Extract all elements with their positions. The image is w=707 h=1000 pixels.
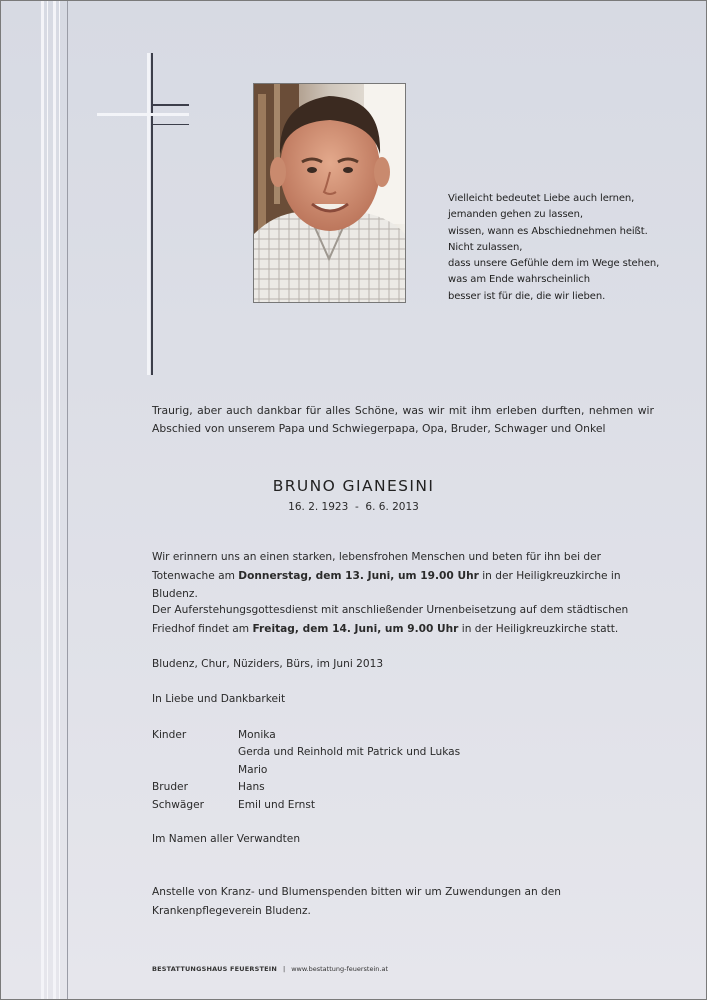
cross-icon-vertical-light bbox=[147, 53, 150, 375]
poem-line: Vielleicht bedeutet Liebe auch lernen, bbox=[448, 193, 635, 204]
portrait-photo bbox=[253, 83, 406, 303]
wake-datetime: Donnerstag, dem 13. Juni, um 19.00 Uhr bbox=[238, 569, 479, 582]
poem-line: dass unsere Gefühle dem im Wege stehen, bbox=[448, 258, 660, 270]
footer bbox=[152, 965, 388, 973]
decor-divider-line bbox=[67, 1, 68, 999]
donation-note: Anstelle von Kranz- und Blumenspenden bitten wir um Zuwendungen an den Krankenpflegeverein Bludenz. bbox=[152, 886, 561, 917]
relatives-note: Im Namen aller Verwandten bbox=[152, 833, 301, 845]
place-date: Bludenz, Chur, Nüziders, Bürs, im Juni 2013 bbox=[152, 658, 384, 670]
family-relation: Kinder bbox=[152, 729, 187, 741]
family-names: Monika bbox=[238, 729, 276, 741]
intro-text: Traurig, aber auch dankbar für alles Schöne, was wir mit ihm erleben durften, nehmen wir Abschied von unserem Papa und Schwiegerpapa, Opa, Bruder, Schwager und Onkel bbox=[152, 404, 654, 435]
poem-line: jemanden gehen zu lassen, bbox=[448, 209, 583, 221]
cross-icon-horizontal-top bbox=[151, 104, 189, 106]
poem-line: was am Ende wahrscheinlich bbox=[448, 274, 590, 286]
service-location: in der Heiligkreuzkirche statt. bbox=[458, 622, 619, 635]
poem bbox=[448, 191, 678, 305]
life-dates: 16. 2. 1923 - 6. 6. 2013 bbox=[288, 501, 419, 513]
wake-location: in der Heiligkreuzkirche in Bludenz. bbox=[152, 569, 621, 600]
wake-paragraph bbox=[152, 548, 662, 604]
decor-stripe bbox=[41, 1, 44, 999]
footer-url[interactable]: www.bestattung-feuerstein.at bbox=[291, 965, 389, 973]
footer-separator: | bbox=[283, 965, 286, 973]
poem-line: wissen, wann es Abschiednehmen heißt. bbox=[448, 225, 648, 237]
cross-icon-horizontal-bottom bbox=[153, 124, 189, 125]
family-relation: Schwäger bbox=[152, 798, 205, 811]
decor-stripe bbox=[47, 1, 48, 999]
service-datetime: Freitag, dem 14. Juni, um 9.00 Uhr bbox=[252, 622, 459, 635]
deceased-name: BRUNO GIANESINI bbox=[272, 477, 435, 495]
decor-stripe bbox=[59, 1, 60, 999]
cross-icon-vertical bbox=[151, 53, 153, 375]
family-names: Mario bbox=[238, 763, 268, 776]
poem-line: besser ist für die, die wir lieben. bbox=[448, 290, 606, 302]
service-text: Der Auferstehungsgottesdienst mit anschließender Urnenbeisetzung auf dem städtischen Friedhof findet am bbox=[152, 604, 629, 635]
family-names: Gerda und Reinhold mit Patrick und Lukas bbox=[238, 746, 461, 759]
poem-line: Nicht zulassen, bbox=[448, 241, 523, 253]
family-names: Emil und Ernst bbox=[238, 798, 316, 811]
family-relation: Bruder bbox=[152, 781, 188, 794]
decor-stripe bbox=[53, 1, 56, 999]
wake-text: Wir erinnern uns an einen starken, lebensfrohen Menschen und beten für ihn bei der Totenwache am bbox=[152, 551, 602, 582]
family-names: Hans bbox=[238, 781, 265, 794]
greeting: In Liebe und Dankbarkeit bbox=[152, 693, 286, 705]
footer-brand: BESTATTUNGSHAUS FEUERSTEIN bbox=[152, 965, 277, 973]
cross-icon-horizontal-light bbox=[97, 113, 189, 116]
service-paragraph bbox=[152, 601, 662, 638]
